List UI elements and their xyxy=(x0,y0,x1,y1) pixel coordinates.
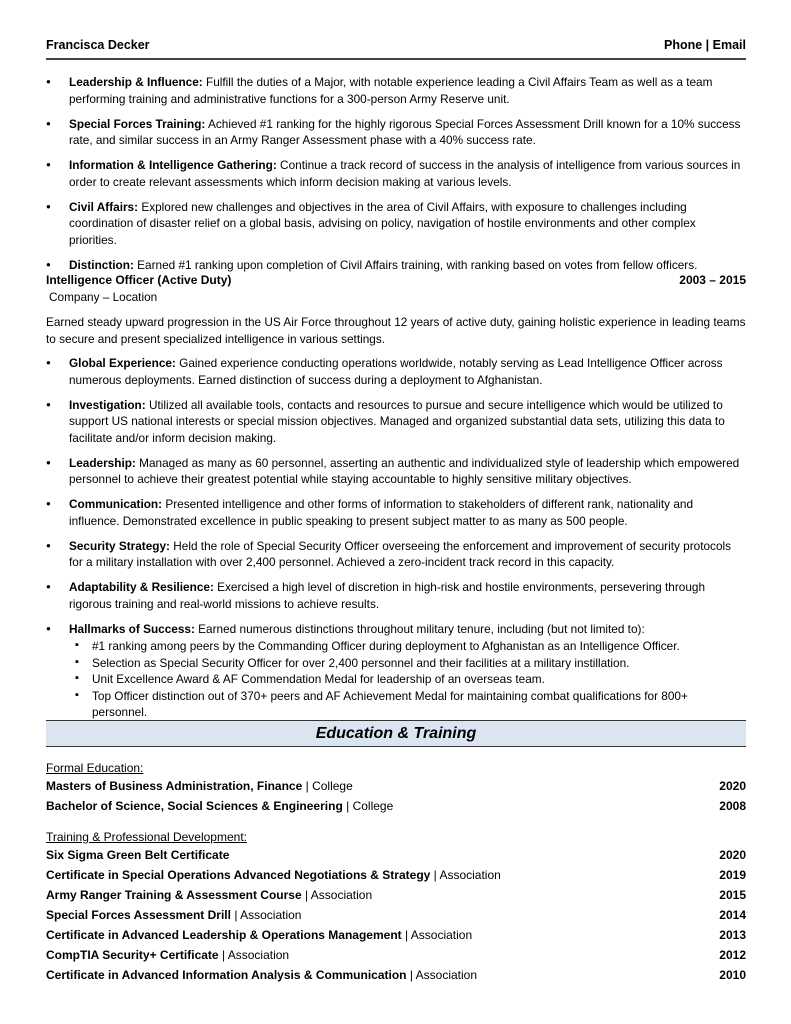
list-item: ● Civil Affairs: Explored new challenges and objectives in the area of Civil Affairs, with exposure to challenges including coordination of disaster relief on a global basis, advising on policy, navigation of hostile environments and other complex priorities. xyxy=(46,199,746,249)
list-item: ● Global Experience: Gained experience conducting operations worldwide, notably serving as Lead Intelligence Officer across numerous deployments. Earned distinction of success during a deployment to Afghanistan. xyxy=(46,355,746,388)
formal-education xyxy=(46,760,746,816)
table-row: Certificate in Advanced Information Analysis & Communication | Association 2010 xyxy=(46,968,746,982)
training-label: Training & Professional Development: xyxy=(46,830,247,844)
major-role-bullets xyxy=(46,74,746,282)
list-item: ▪ Top Officer distinction out of 370+ peers and AF Achievement Medal for maintaining combat qualifications for 800+ personnel. xyxy=(69,688,746,721)
job-company: Company – Location xyxy=(49,290,158,304)
list-item: ● Special Forces Training: Achieved #1 ranking for the highly rigorous Special Forces Assessment Drill known for a 10% success rate, and similar success in an Army Ranger Assessment phase with a 40% success rate. xyxy=(46,116,746,149)
contact-info: Phone | Email xyxy=(664,38,746,52)
list-item: ● Hallmarks of Success: Earned numerous distinctions throughout military tenure, including (but not limited to): ▪ #1 ranking among peers by the Commanding Officer during deployment to Afghanistan as an Intelligence Officer. ▪ Selection as Special Security Officer for over 2,400 personnel and their facilities at a military instillation. ▪ Unit Excellence Award & AF Commendation Medal for leadership of an overseas team. ▪ Top Officer distinction out of 370+ peers and AF Achievement Medal for maintaining combat qualifications for 800+ personnel. xyxy=(46,621,746,721)
formal-education-label: Formal Education: xyxy=(46,761,144,775)
resume-header xyxy=(46,38,746,54)
table-row: CompTIA Security+ Certificate | Association 2012 xyxy=(46,948,746,962)
list-item: ● Adaptability & Resilience: Exercised a high level of discretion in high-risk and hostile environments, persevering through rigorous training and real-world missions to achieve results. xyxy=(46,579,746,612)
candidate-name: Francisca Decker xyxy=(46,38,150,52)
training-list xyxy=(46,829,746,985)
list-item: ▪ #1 ranking among peers by the Commanding Officer during deployment to Afghanistan as an Intelligence Officer. xyxy=(69,638,746,655)
list-item: ● Security Strategy: Held the role of Special Security Officer overseeing the enforcement and improvement of security protocols for a military installation with over 2,400 personnel. Achieved a zero-incident track record in this capacity. xyxy=(46,538,746,571)
table-row: Bachelor of Science, Social Sciences & Engineering | College 2008 xyxy=(46,799,746,813)
list-item: ▪ Selection as Special Security Officer for over 2,400 personnel and their facilities at a military instillation. xyxy=(69,655,746,672)
header-divider xyxy=(46,58,746,60)
list-item: ● Communication: Presented intelligence and other forms of information to stakeholders of different rank, nationality and influence. Demonstrated excellence in public speaking to present subject matter to as many as 500 people. xyxy=(46,496,746,529)
list-item: ● Information & Intelligence Gathering: Continue a track record of success in the analysis of intelligence from various sources in order to create relevant assessments which inform decision making at various levels. xyxy=(46,157,746,190)
job-title-text: Intelligence Officer (Active Duty) xyxy=(46,273,232,287)
table-row: Special Forces Assessment Drill | Association 2014 xyxy=(46,908,746,922)
list-item: ● Distinction: Earned #1 ranking upon completion of Civil Affairs training, with ranking based on votes from fellow officers. xyxy=(46,257,746,274)
hallmarks-list xyxy=(69,638,746,721)
table-row: Certificate in Advanced Leadership & Operations Management | Association 2013 xyxy=(46,928,746,942)
list-item: ▪ Unit Excellence Award & AF Commendation Medal for leadership of an overseas team. xyxy=(69,671,746,688)
section-heading-education: Education & Training xyxy=(46,720,746,747)
table-row: Six Sigma Green Belt Certificate 2020 xyxy=(46,848,746,862)
job-bullets xyxy=(46,355,746,729)
job-dates: 2003 – 2015 xyxy=(679,273,746,287)
list-item: ● Investigation: Utilized all available tools, contacts and resources to pursue and secure intelligence which would be utilized to support US national interests or special mission objectives. Managed and organized substantial data sets, utilizing this data to facilitate and/or inform decision making. xyxy=(46,397,746,447)
job-title xyxy=(46,273,746,287)
table-row: Certificate in Special Operations Advanced Negotiations & Strategy | Association 2019 xyxy=(46,868,746,882)
list-item: ● Leadership & Influence: Fulfill the duties of a Major, with notable experience leading a Civil Affairs Team as well as a team performing training and administrative functions for a 300-person Army Reserve unit. xyxy=(46,74,746,107)
list-item: ● Leadership: Managed as many as 60 personnel, asserting an authentic and individualized style of leadership which empowered personnel to achieve their greatest potential while staying accountable to highly sensitive military objectives. xyxy=(46,455,746,488)
table-row: Masters of Business Administration, Finance | College 2020 xyxy=(46,779,746,793)
table-row: Army Ranger Training & Assessment Course | Association 2015 xyxy=(46,888,746,902)
job-summary: Earned steady upward progression in the US Air Force throughout 12 years of active duty, gaining holistic experience in leading teams to secure and present specialized intelligence in various settings. xyxy=(46,315,746,346)
